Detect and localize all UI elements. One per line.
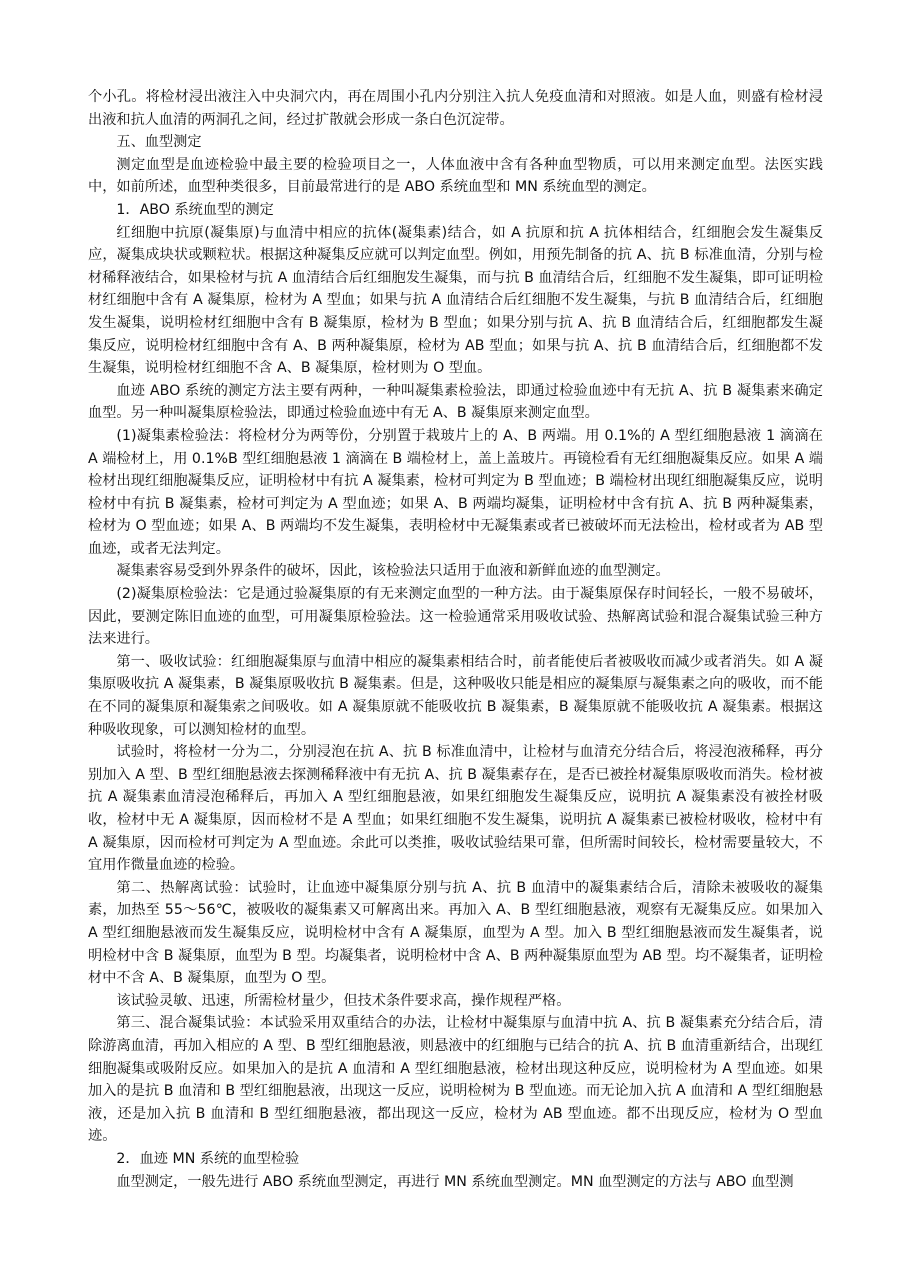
paragraph: 测定血型是血迹检验中最主要的检验项目之一，人体血液中含有各种血型物质，可以用来测定血型。法医实践中，如前所述，血型种类很多，目前最常进行的是 ABO 系统血型和 MN 系统血型的测定。 bbox=[88, 156, 823, 196]
paragraph: 该试验灵敏、迅速，所需检材量少，但技术条件要求高，操作规程严格。 bbox=[116, 992, 571, 1009]
paragraph: 第二、热解离试验：试验时，让血迹中凝集原分别与抗 A、抗 B 血清中的凝集素结合后，清除未被吸收的凝集素，加热至 55～56℃，被吸收的凝集素又可解离出来。再加入 A、B 型红细胞悬液，观察有无凝集反应。如果加入 A 型红细胞悬液而发生凝集反应，说明检材中含有 A 凝集原，血型为 A 型。加入 B 型红细胞悬液而发生凝集者，说明检材中含 B 凝集原，血型为 B 型。均凝集者，说明检材中含 A、B 两种凝集原血型为 AB 型。均不凝集者，证明检材中不含 A、B 凝集原，血型为 O 型。 bbox=[88, 879, 823, 987]
paragraph: 红细胞中抗原(凝集原)与血清中相应的抗体(凝集素)结合，如 A 抗原和抗 A 抗体相结合，红细胞会发生凝集反应，凝集成块状或颗粒状。根据这种凝集反应就可以判定血型。例如，用预先制备的抗 A、抗 B 标准血清，分别与检材稀释液结合，如果检材与抗 A 血清结合后红细胞发生凝集，而与抗 B 血清结合后，红细胞不发生凝集，即可证明检材红细胞中含有 A 凝集原，检材为 A 型血；如果与抗 A 血清结合后红细胞不发生凝集，与抗 B 血清结合后，红细胞发生凝集，说明检材红细胞中含有 B 凝集原，检材为 B 型血；如果分别与抗 A、抗 B 血清结合后，红细胞都发生凝集反应，说明检材红细胞中含有 A、B 两种凝集原，检材为 AB 型血；如果与抗 A、抗 B 血清结合后，红细胞都不发生凝集，说明检材红细胞不含 A、B 凝集原，检材则为 O 型血。 bbox=[88, 224, 823, 377]
paragraph-continuation: 个小孔。将检材浸出液注入中央洞穴内，再在周围小孔内分别注入抗人免疫血清和对照液。如是人血，则盛有检材浸出液和抗人血清的两洞孔之间，经过扩散就会形成一条白色沉淀带。 bbox=[88, 89, 823, 128]
paragraph: 血型测定，一般先进行 ABO 系统血型测定，再进行 MN 系统血型测定。MN 血型测定的方法与 ABO 血型测 bbox=[116, 1173, 794, 1190]
document-body bbox=[88, 86, 823, 1193]
paragraph: (2)凝集原检验法：它是通过验凝集原的有无来测定血型的一种方法。由于凝集原保存时间轻长，一般不易破坏，因此，要测定陈旧血迹的血型，可用凝集原检验法。这一检验通常采用吸收试验、热解离试验和混合凝集试验三种方法来进行。 bbox=[88, 586, 823, 648]
section-heading-blood-type: 五、血型测定 bbox=[116, 134, 202, 151]
paragraph: 第三、混合凝集试验：本试验采用双重结合的办法，让检材中凝集原与血清中抗 A、抗 B 凝集素充分结合后，清除游离血清，再加入相应的 A 型、B 型红细胞悬液，则悬液中的红细胞与已结合的抗 A、抗 B 血清重新结合，出现红细胞凝集或吸附反应。如果加入的是抗 A 血清和 A 型红细胞悬液，检材出现这种反应，说明检材为 A 型血迹。如果加入的是抗 B 血清和 B 型红细胞悬液，出现这一反应，说明检树为 B 型血迹。而无论加入抗 A 血清和 A 型红细胞悬液，还是加入抗 B 血清和 B 型红细胞悬液，都出现这一反应，检材为 AB 型血迹。都不出现反应，检材为 O 型血迹。 bbox=[88, 1015, 823, 1145]
subsection-heading-abo: 1．ABO 系统血型的测定 bbox=[116, 201, 274, 218]
subsection-heading-mn: 2．血迹 MN 系统的血型检验 bbox=[116, 1150, 300, 1167]
paragraph: 试验时，将检材一分为二，分别浸泡在抗 A、抗 B 标准血清中，让检材与血清充分结合后，将浸泡液稀释，再分别加入 A 型、B 型红细胞悬液去探测稀释液中有无抗 A、抗 B 凝集素存在，是否已被拴材凝集原吸收而消失。检材被抗 A 凝集素血清浸泡稀释后，再加入 A 型红细胞悬液，如果红细胞发生凝集反应，说明抗 A 凝集素没有被拴材吸收，检材中无 A 凝集原，因而检材不是 A 型血；如果红细胞不发生凝集，说明抗 A 凝集素已被检材吸收，检材中有 A 凝集原，因而检材可判定为 A 型血迹。余此可以类推，吸收试验结果可靠，但所需时间较长，检材需要量较大，不宜用作微量血迹的检验。 bbox=[88, 744, 823, 874]
paragraph: (1)凝集素检验法：将检材分为两等份，分别置于栽玻片上的 A、B 两端。用 0.1%的 A 型红细胞悬液 1 滴滴在 A 端检材上，用 0.1%B 型红细胞悬液 1 滴滴在 B 端检材上，盖上盖玻片。再镜检看有无红细胞凝集反应。如果 A 端检材出现红细胞凝集反应，证明检材中有抗 A 凝集素，检材可判定为 B 型血迹；B 端检材出现红细胞凝集反应，说明检材中有抗 B 凝集素，检材可判定为 A 型血迹；如果 A、B 两端均凝集，证明检材中含有抗 A、抗 B 两种凝集素，检材为 O 型血迹；如果 A、B 两端均不发生凝集，表明检材中无凝集素或者已被破坏而无法检出，检材或者为 AB 型血迹，或者无法判定。 bbox=[88, 427, 823, 557]
paragraph: 凝集素容易受到外界条件的破坏，因此，该检验法只适用于血液和新鲜血迹的血型测定。 bbox=[116, 563, 670, 580]
paragraph: 第一、吸收试验：红细胞凝集原与血清中相应的凝集素相结合时，前者能使后者被吸收而减少或者消失。如 A 凝集原吸收抗 A 凝集素，B 凝集原吸收抗 B 凝集素。但是，这种吸收只能是相应的凝集原与凝集素之向的吸收，而不能在不同的凝集原和凝集索之间吸收。如 A 凝集原就不能吸收抗 B 凝集素，B 凝集原就不能吸收抗 A 凝集素。根据这种吸收现象，可以测知检材的血型。 bbox=[88, 653, 823, 738]
paragraph: 血迹 ABO 系统的测定方法主要有两种，一种叫凝集素检验法，即通过检验血迹中有无抗 A、抗 B 凝集素来确定血型。另一种叫凝集原检验法，即通过检验血迹中有无 A、B 凝集原来测定血型。 bbox=[88, 382, 823, 422]
